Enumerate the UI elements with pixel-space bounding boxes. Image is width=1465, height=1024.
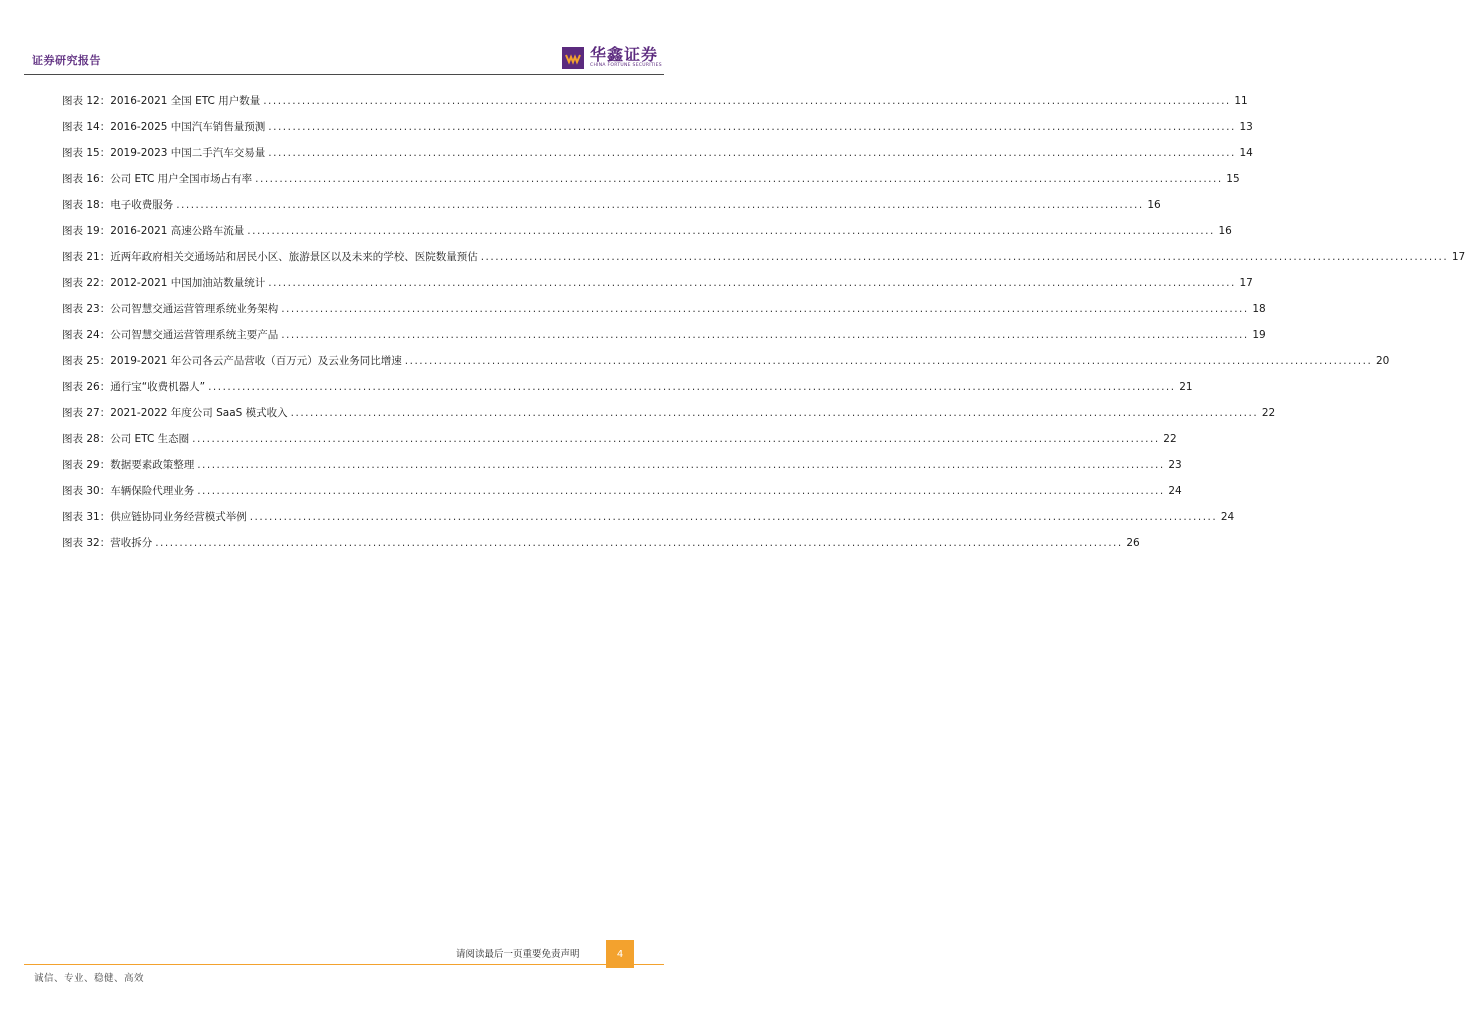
toc-entry[interactable] bbox=[62, 404, 1276, 430]
toc-entry-label: 图表 32：营收拆分 bbox=[62, 537, 153, 549]
toc-entry-page: 17 bbox=[1239, 277, 1253, 289]
toc-entry-page: 16 bbox=[1218, 225, 1232, 237]
logo-chinese-name: 华鑫证券 bbox=[590, 45, 659, 64]
toc-entry[interactable] bbox=[62, 456, 1182, 482]
toc-entry[interactable] bbox=[62, 300, 1266, 326]
header-divider bbox=[24, 74, 664, 75]
toc-entry[interactable] bbox=[62, 352, 1390, 378]
toc-entry-label: 图表 29：数据要素政策整理 bbox=[62, 459, 195, 471]
toc-entry-page: 19 bbox=[1252, 329, 1266, 341]
toc-entry-page: 15 bbox=[1226, 173, 1240, 185]
toc-dot-leader: ........................................................................................................................................................................................................ bbox=[176, 199, 1144, 211]
toc-entry[interactable] bbox=[62, 144, 1253, 170]
toc-entry-page: 24 bbox=[1220, 511, 1235, 523]
toc-entry[interactable] bbox=[62, 248, 1465, 274]
toc-entry-label: 图表 21：近两年政府相关交通场站和居民小区、旅游景区以及未来的学校、医院数量预估 bbox=[62, 251, 478, 263]
toc-entry-label: 图表 28：公司 ETC 生态圈 bbox=[62, 433, 190, 445]
toc-entry-page: 21 bbox=[1179, 381, 1193, 393]
disclaimer-note: 请阅读最后一页重要免责声明 bbox=[456, 949, 580, 960]
toc-entry-page: 20 bbox=[1375, 355, 1390, 367]
toc-entry[interactable] bbox=[62, 430, 1177, 456]
toc-entry-label: 图表 15：2019-2023 中国二手汽车交易量 bbox=[62, 147, 266, 159]
toc-entry[interactable] bbox=[62, 274, 1253, 300]
toc-entry-page: 14 bbox=[1239, 147, 1253, 159]
toc-entry-label: 图表 25：2019-2021 年公司各云产品营收（百万元）及云业务同比增速 bbox=[62, 355, 402, 367]
toc-entry-page: 18 bbox=[1252, 303, 1266, 315]
toc-entry-page: 23 bbox=[1168, 459, 1182, 471]
logo-english-name: CHINA FORTUNE SECURITIES bbox=[590, 63, 662, 68]
toc-entry[interactable] bbox=[62, 508, 1235, 534]
toc-dot-leader: ........................................................................................................................................................................................................ bbox=[290, 407, 1259, 419]
toc-entry-page: 16 bbox=[1147, 199, 1161, 211]
toc-dot-leader: ........................................................................................................................................................................................................ bbox=[197, 485, 1165, 497]
logo-mark-icon bbox=[562, 47, 584, 69]
toc-entry-label: 图表 19：2016-2021 高速公路车流量 bbox=[62, 225, 245, 237]
toc-entry-label: 图表 26：通行宝“收费机器人” bbox=[62, 381, 206, 393]
toc-dot-leader: ........................................................................................................................................................................................................ bbox=[247, 225, 1215, 237]
toc-entry-page: 13 bbox=[1239, 121, 1253, 133]
toc-dot-leader: ........................................................................................................................................................................................................ bbox=[208, 381, 1176, 393]
toc-entry-label: 图表 31：供应链协同业务经营模式举例 bbox=[62, 511, 247, 523]
toc-dot-leader: ........................................................................................................................................................................................................ bbox=[268, 277, 1236, 289]
page-number-badge: 4 bbox=[606, 940, 634, 968]
toc-entry-page: 24 bbox=[1168, 485, 1182, 497]
toc-entry-page: 22 bbox=[1261, 407, 1276, 419]
toc-dot-leader: ........................................................................................................................................................................................................ bbox=[281, 303, 1249, 315]
toc-entry-page: 17 bbox=[1451, 251, 1465, 263]
toc-entry-label: 图表 22：2012-2021 中国加油站数量统计 bbox=[62, 277, 266, 289]
toc-entry-label: 图表 23：公司智慧交通运营管理系统业务架构 bbox=[62, 303, 279, 315]
toc-entry-page: 22 bbox=[1163, 433, 1177, 445]
company-slogan: 诚信、专业、稳健、高效 bbox=[34, 973, 145, 984]
toc-entry-label: 图表 16：公司 ETC 用户全国市场占有率 bbox=[62, 173, 253, 185]
toc-entry[interactable] bbox=[62, 222, 1232, 248]
toc-entry[interactable] bbox=[62, 378, 1193, 404]
toc-entry-label: 图表 14：2016-2025 中国汽车销售量预测 bbox=[62, 121, 266, 133]
toc-dot-leader: ........................................................................................................................................................................................................ bbox=[192, 433, 1160, 445]
toc-entry[interactable] bbox=[62, 326, 1266, 352]
report-type-title: 证券研究报告 bbox=[32, 54, 101, 67]
toc-dot-leader: ........................................................................................................................................................................................................ bbox=[480, 251, 1449, 263]
toc-dot-leader: ........................................................................................................................................................................................................ bbox=[263, 95, 1231, 107]
toc-dot-leader: ........................................................................................................................................................................................................ bbox=[255, 173, 1223, 185]
toc-dot-leader: ........................................................................................................................................................................................................ bbox=[268, 121, 1236, 133]
toc-entry-label: 图表 30：车辆保险代理业务 bbox=[62, 485, 195, 497]
toc-entry[interactable] bbox=[62, 196, 1161, 222]
footer-divider bbox=[24, 964, 664, 965]
toc-entry-label: 图表 12：2016-2021 全国 ETC 用户数量 bbox=[62, 95, 261, 107]
toc-dot-leader: ........................................................................................................................................................................................................ bbox=[404, 355, 1373, 367]
figure-list bbox=[62, 92, 1465, 560]
toc-entry[interactable] bbox=[62, 534, 1140, 560]
toc-entry-label: 图表 27：2021-2022 年度公司 SaaS 模式收入 bbox=[62, 407, 288, 419]
toc-entry-label: 图表 18：电子收费服务 bbox=[62, 199, 174, 211]
toc-entry[interactable] bbox=[62, 92, 1248, 118]
toc-entry[interactable] bbox=[62, 482, 1182, 508]
toc-entry-page: 26 bbox=[1126, 537, 1140, 549]
toc-entry-page: 11 bbox=[1234, 95, 1248, 107]
toc-dot-leader: ........................................................................................................................................................................................................ bbox=[249, 511, 1218, 523]
toc-entry[interactable] bbox=[62, 170, 1240, 196]
toc-dot-leader: ........................................................................................................................................................................................................ bbox=[281, 329, 1249, 341]
toc-dot-leader: ........................................................................................................................................................................................................ bbox=[268, 147, 1236, 159]
company-logo bbox=[562, 46, 662, 74]
toc-entry-label: 图表 24：公司智慧交通运营管理系统主要产品 bbox=[62, 329, 279, 341]
toc-dot-leader: ........................................................................................................................................................................................................ bbox=[155, 537, 1123, 549]
toc-dot-leader: ........................................................................................................................................................................................................ bbox=[197, 459, 1165, 471]
toc-entry[interactable] bbox=[62, 118, 1253, 144]
